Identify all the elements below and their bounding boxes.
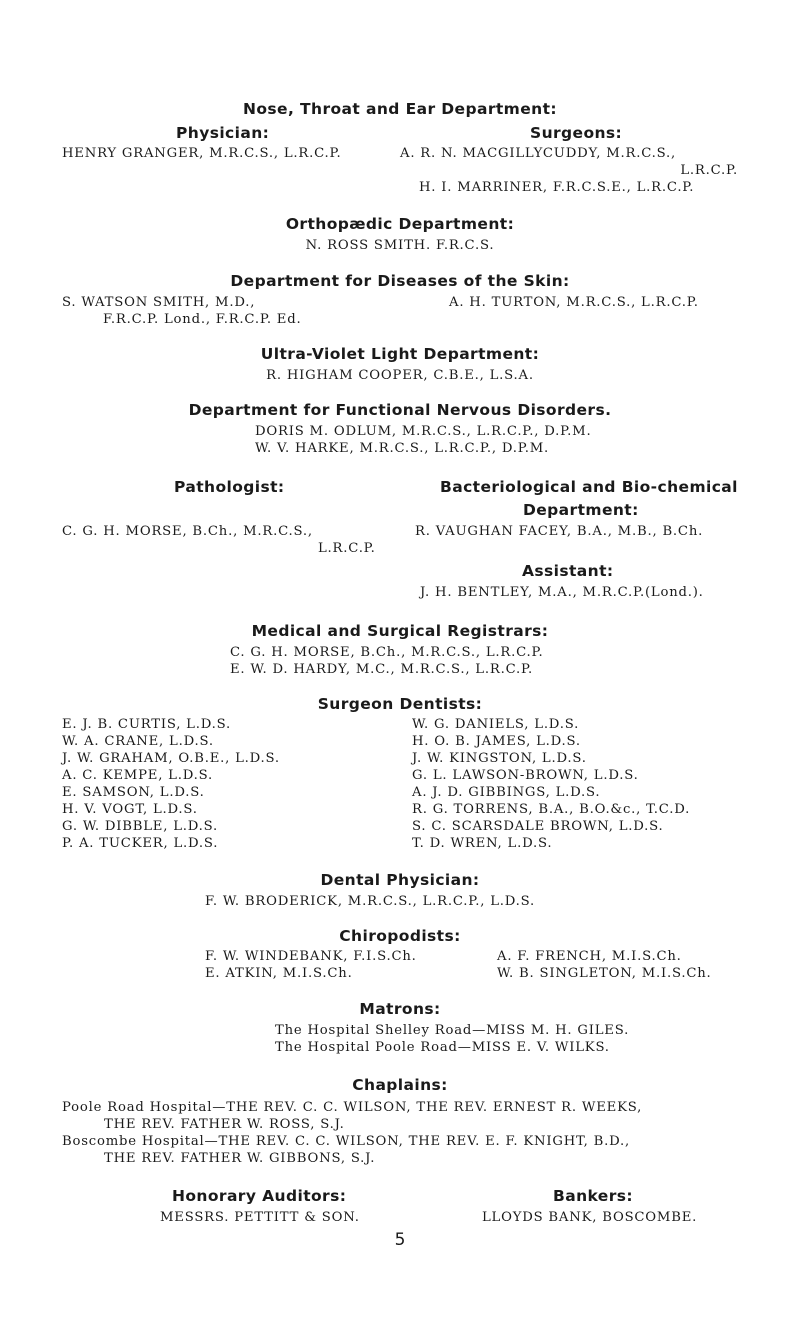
ent-surgeon-2: H. I. MARRINER, F.R.C.S.E., L.R.C.P. [419, 180, 695, 195]
dentist-left: W. A. CRANE, L.D.S. [62, 734, 214, 749]
dentist-left: G. W. DIBBLE, L.D.S. [62, 819, 219, 834]
bacteriological-member: R. VAUGHAN FACEY, B.A., M.B., B.Ch. [415, 524, 704, 539]
chaplain-line-3: Boscombe Hospital—THE REV. C. C. WILSON, THE REV. E. F. KNIGHT, B.D., [62, 1134, 631, 1149]
pathologist-cont: L.R.C.P. [318, 541, 376, 556]
assistant-heading: Assistant: [522, 562, 614, 580]
auditors-heading: Honorary Auditors: [172, 1187, 347, 1205]
chiropodist-left-1: F. W. WINDEBANK, F.I.S.Ch. [205, 949, 417, 964]
skin-member-1: S. WATSON SMITH, M.D., [62, 295, 256, 310]
dentist-right: T. D. WREN, L.D.S. [412, 836, 553, 851]
orthopaedic-member: N. ROSS SMITH. F.R.C.S. [305, 238, 495, 253]
functional-member-2: W. V. HARKE, M.R.C.S., L.R.C.P., D.P.M. [255, 441, 550, 456]
ent-physician-heading: Physician: [176, 124, 270, 142]
bankers-heading: Bankers: [553, 1187, 633, 1205]
auditors: MESSRS. PETTITT & SON. [160, 1210, 360, 1225]
skin-member-1-cont: F.R.C.P. Lond., F.R.C.P. Ed. [103, 312, 302, 327]
chiropodist-left-2: E. ATKIN, M.I.S.Ch. [205, 966, 353, 981]
ultraviolet-heading: Ultra-Violet Light Department: [260, 345, 540, 363]
functional-heading: Department for Functional Nervous Disorders. [188, 401, 612, 419]
ent-physician: HENRY GRANGER, M.R.C.S., L.R.C.P. [62, 146, 342, 161]
registrars-heading: Medical and Surgical Registrars: [251, 622, 549, 640]
assistant: J. H. BENTLEY, M.A., M.R.C.P.(Lond.). [420, 585, 704, 600]
chaplain-line-1: Poole Road Hospital—THE REV. C. C. WILSON, THE REV. ERNEST R. WEEKS, [62, 1100, 643, 1115]
functional-member-1: DORIS M. ODLUM, M.R.C.S., L.R.C.P., D.P.M. [255, 424, 592, 439]
dentist-right: S. C. SCARSDALE BROWN, L.D.S. [412, 819, 664, 834]
pathologist-heading: Pathologist: [174, 478, 285, 496]
skin-member-2: A. H. TURTON, M.R.C.S., L.R.C.P. [449, 295, 699, 310]
registrar-1: C. G. H. MORSE, B.Ch., M.R.C.S., L.R.C.P. [230, 645, 544, 660]
dentist-right: R. G. TORRENS, B.A., B.O.&c., T.C.D. [412, 802, 691, 817]
ent-surgeon-1-cont: L.R.C.P. [680, 163, 738, 178]
dental-physician: F. W. BRODERICK, M.R.C.S., L.R.C.P., L.D.S. [205, 894, 536, 909]
matron-1: The Hospital Shelley Road—MISS M. H. GILES. [275, 1023, 630, 1038]
ent-surgeon-1: A. R. N. MACGILLYCUDDY, M.R.C.S., [400, 146, 677, 161]
pathologist: C. G. H. MORSE, B.Ch., M.R.C.S., [62, 524, 313, 539]
chiropodist-right-1: A. F. FRENCH, M.I.S.Ch. [497, 949, 682, 964]
orthopaedic-heading: Orthopædic Department: [285, 215, 515, 233]
ent-surgeons-heading: Surgeons: [530, 124, 623, 142]
chaplain-line-4: THE REV. FATHER W. GIBBONS, S.J. [104, 1151, 376, 1166]
ent-heading: Nose, Throat and Ear Department: [243, 100, 557, 118]
registrar-2: E. W. D. HARDY, M.C., M.R.C.S., L.R.C.P. [230, 662, 533, 677]
dental-physician-heading: Dental Physician: [320, 871, 480, 889]
dentists-heading: Surgeon Dentists: [317, 695, 483, 713]
dentist-right: H. O. B. JAMES, L.D.S. [412, 734, 581, 749]
ultraviolet-member: R. HIGHAM COOPER, C.B.E., L.S.A. [266, 368, 534, 383]
dentist-left: P. A. TUCKER, L.D.S. [62, 836, 219, 851]
dentist-left: E. SAMSON, L.D.S. [62, 785, 205, 800]
bacteriological-heading: Bacteriological and Bio-chemical [440, 478, 738, 496]
dentist-left: J. W. GRAHAM, O.B.E., L.D.S. [62, 751, 280, 766]
matron-2: The Hospital Poole Road—MISS E. V. WILKS. [275, 1040, 610, 1055]
dentist-left: A. C. KEMPE, L.D.S. [62, 768, 213, 783]
chaplains-heading: Chaplains: [352, 1076, 448, 1094]
page-number: 5 [394, 1230, 406, 1250]
chiropodist-right-2: W. B. SINGLETON, M.I.S.Ch. [497, 966, 712, 981]
dentist-right: G. L. LAWSON-BROWN, L.D.S. [412, 768, 639, 783]
dentist-right: W. G. DANIELS, L.D.S. [412, 717, 580, 732]
dentist-left: H. V. VOGT, L.D.S. [62, 802, 198, 817]
dentist-left: E. J. B. CURTIS, L.D.S. [62, 717, 231, 732]
chiropodists-heading: Chiropodists: [339, 927, 461, 945]
matrons-heading: Matrons: [359, 1000, 441, 1018]
bacteriological-heading-cont: Department: [523, 501, 639, 519]
dentist-right: A. J. D. GIBBINGS, L.D.S. [412, 785, 601, 800]
dentist-right: J. W. KINGSTON, L.D.S. [412, 751, 587, 766]
bankers: LLOYDS BANK, BOSCOMBE. [482, 1210, 698, 1225]
chaplain-line-2: THE REV. FATHER W. ROSS, S.J. [104, 1117, 345, 1132]
skin-heading: Department for Diseases of the Skin: [230, 272, 570, 290]
